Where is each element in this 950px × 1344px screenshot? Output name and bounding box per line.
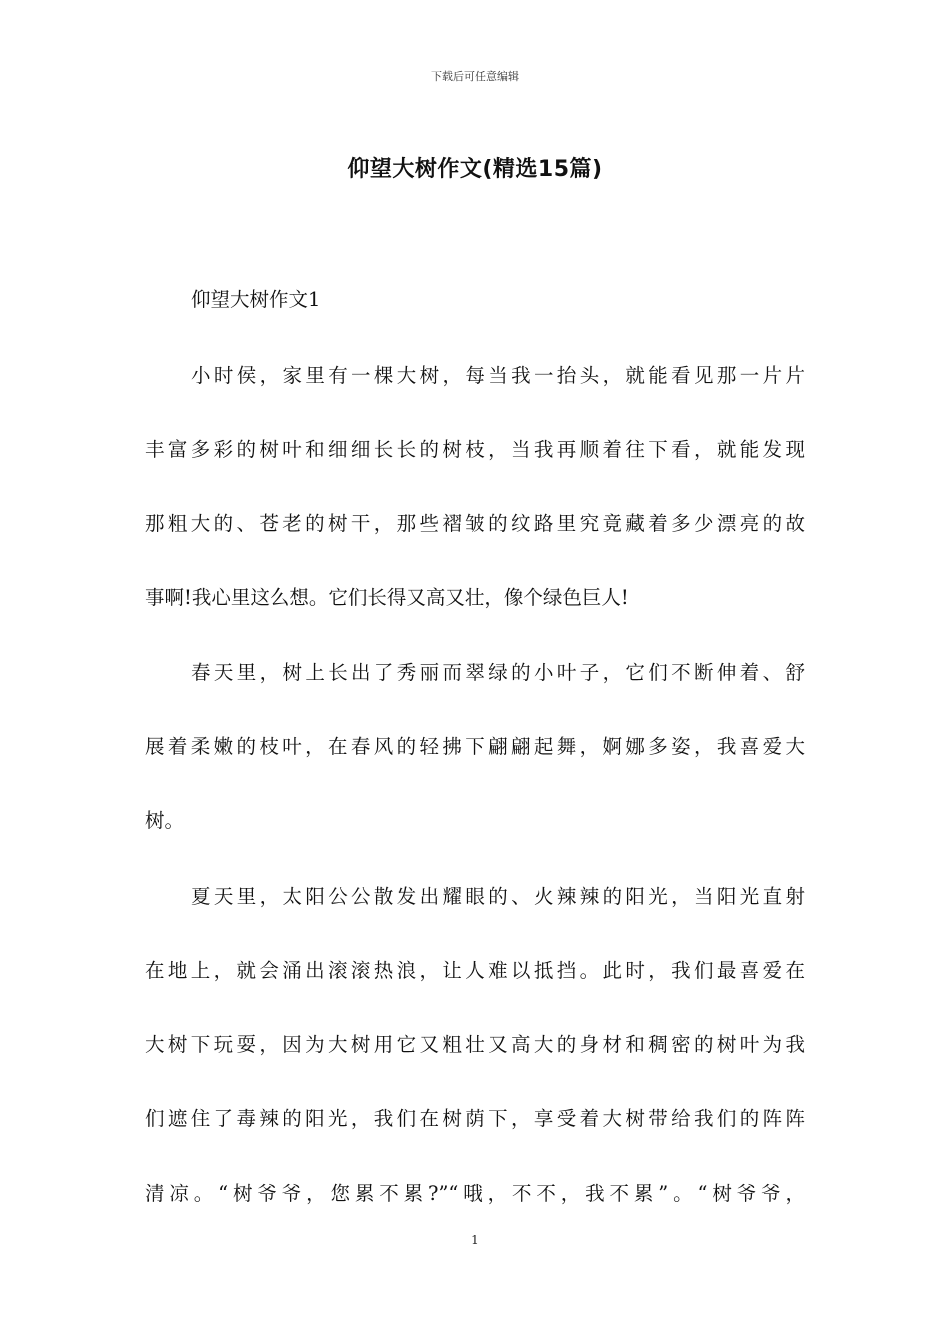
body-line: 清凉。“树爷爷，您累不累?”“哦，不不，我不累”。“树爷爷， (145, 1182, 805, 1205)
body-line: 在地上，就会涌出滚滚热浪，让人难以抵挡。此时，我们最喜爱在 (145, 959, 805, 982)
body-line: 小时侯，家里有一棵大树，每当我一抬头，就能看见那一片片 (191, 364, 805, 387)
document-title: 仰望大树作文(精选15篇) (347, 157, 603, 182)
body-line: 夏天里，太阳公公散发出耀眼的、火辣辣的阳光，当阳光直射 (191, 885, 805, 908)
section-heading: 仰望大树作文1 (191, 288, 321, 311)
body-line: 春天里，树上长出了秀丽而翠绿的小叶子，它们不断伸着、舒 (191, 661, 805, 684)
header-note: 下载后可任意编辑 (431, 70, 519, 83)
body-line: 那粗大的、苍老的树干，那些褶皱的纹路里究竟藏着多少漂亮的故 (145, 512, 805, 535)
body-line: 事啊!我心里这么想。它们长得又高又壮，像个绿色巨人! (145, 586, 629, 609)
body-line: 们遮住了毒辣的阳光，我们在树荫下，享受着大树带给我们的阵阵 (145, 1107, 805, 1130)
body-line: 树。 (145, 809, 185, 832)
page-number: 1 (471, 1233, 479, 1247)
body-line: 展着柔嫩的枝叶，在春风的轻拂下翩翩起舞，婀娜多姿，我喜爱大 (145, 735, 805, 758)
body-line: 大树下玩耍，因为大树用它又粗壮又高大的身材和稠密的树叶为我 (145, 1033, 805, 1056)
body-line: 丰富多彩的树叶和细细长长的树枝，当我再顺着往下看，就能发现 (145, 438, 805, 461)
